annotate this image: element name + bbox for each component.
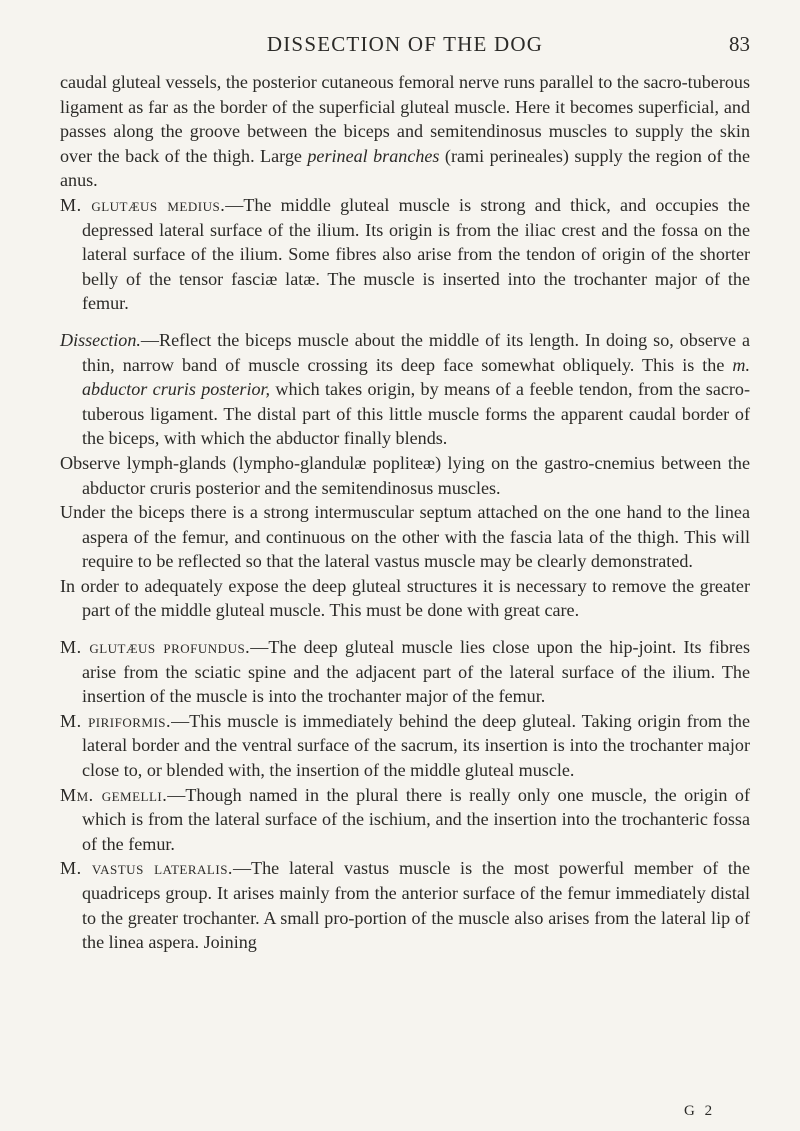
text-run: —This muscle is immediately behind the deep gluteal. Taking origin from the lateral border and the ventral surface of the sacrum, its insertion is into the trochanter major close to, or blended with, the insertion of the middle gluteal muscle.	[82, 710, 751, 781]
text-run: caudal gluteal vessels, the posterior cutaneous femoral nerve runs parallel to the sacro-tuberous ligament as far as the border of the superficial gluteal muscle. Here it becomes superficial, and passes along the groove between the biceps and semitendinosus muscles to supply the skin over the back of the thigh. Large	[60, 72, 750, 166]
section-lead: M. piriformis.	[60, 710, 172, 731]
paragraph-gluteus-medius	[60, 193, 750, 316]
section-lead: Mm. gemelli.	[60, 784, 168, 805]
body-text	[60, 70, 750, 955]
text-run: which takes origin, by means of a feeble tendon, from the sacro-tuberous ligament. The distal part of this little muscle forms the apparent caudal border of the biceps, with which the abductor finally blends.	[82, 379, 751, 449]
page-number: 83	[729, 32, 750, 56]
italic-term: perineal branches	[307, 145, 440, 166]
paragraph-septum	[60, 500, 750, 574]
section-lead: Dissection.	[60, 329, 141, 350]
section-lead: M. glutæus profundus.	[60, 637, 251, 658]
text-run: —The deep gluteal muscle lies close upon the hip-joint. Its fibres arise from the sciatic spine and the adjacent part of the lateral surface of the ilium. The insertion of the muscle is into the trochanter major of the femur.	[82, 637, 750, 707]
text-run: —The middle gluteal muscle is strong and thick, and occupies the depressed lateral surface of the ilium. Its origin is from the iliac crest and the fossa on the lateral surface of the ilium. Some fibres also arise from the tendon of origin of the shorter belly of the tensor fasciæ latæ. The muscle is inserted into the trochanter major of the femur.	[82, 194, 750, 314]
paragraph-expose	[60, 574, 750, 623]
paragraph-vastus-lateralis	[60, 856, 750, 954]
text-run: Observe lymph-glands (lympho-glandulæ popliteæ) lying on the gastro-cnemius between the abductor cruris posterior and the semitendinosus muscles.	[60, 452, 750, 498]
running-head	[60, 32, 750, 62]
running-title: DISSECTION OF THE DOG	[266, 32, 544, 56]
paragraph-gluteus-profundus	[60, 635, 750, 709]
text-run: —The lateral vastus muscle is the most powerful member of the quadriceps group. It arises mainly from the anterior surface of the femur immediately distal to the greater trochanter. A small pro-portion of the muscle also arises from the lateral lip of the linea aspera. Joining	[82, 858, 750, 953]
paragraph-dissection	[60, 328, 750, 451]
paragraph-gemelli	[60, 783, 750, 857]
signature-mark: G 2	[684, 1103, 716, 1119]
text-run: —Though named in the plural there is really only one muscle, the origin of which is from the lateral surface of the ischium, and the insertion into the trochanteric fossa of the femur.	[82, 784, 750, 854]
paragraph-piriformis	[60, 709, 750, 783]
text-run: —Reflect the biceps muscle about the middle of its length. In doing so, observe a thin, narrow band of muscle crossing its deep face somewhat obliquely. This is the	[82, 329, 750, 375]
text-run: (rami perineales) supply the region of the anus.	[60, 145, 750, 191]
italic-term: m. abductor cruris posterior,	[82, 354, 750, 400]
paragraph-continuation	[60, 70, 750, 193]
section-lead: M. vastus lateralis.	[60, 858, 233, 879]
section-lead: M. glutæus medius.	[60, 194, 226, 215]
text-run: Under the biceps there is a strong intermuscular septum attached on the one hand to the linea aspera of the femur, and continuous on the other with the fascia lata of the thigh. This will require to be reflected so that the lateral vastus muscle may be clearly demonstrated.	[60, 502, 750, 572]
text-run: In order to adequately expose the deep gluteal structures it is necessary to remove the greater part of the middle gluteal muscle. This must be done with great care.	[60, 575, 750, 621]
paragraph-lymph-glands	[60, 451, 750, 500]
